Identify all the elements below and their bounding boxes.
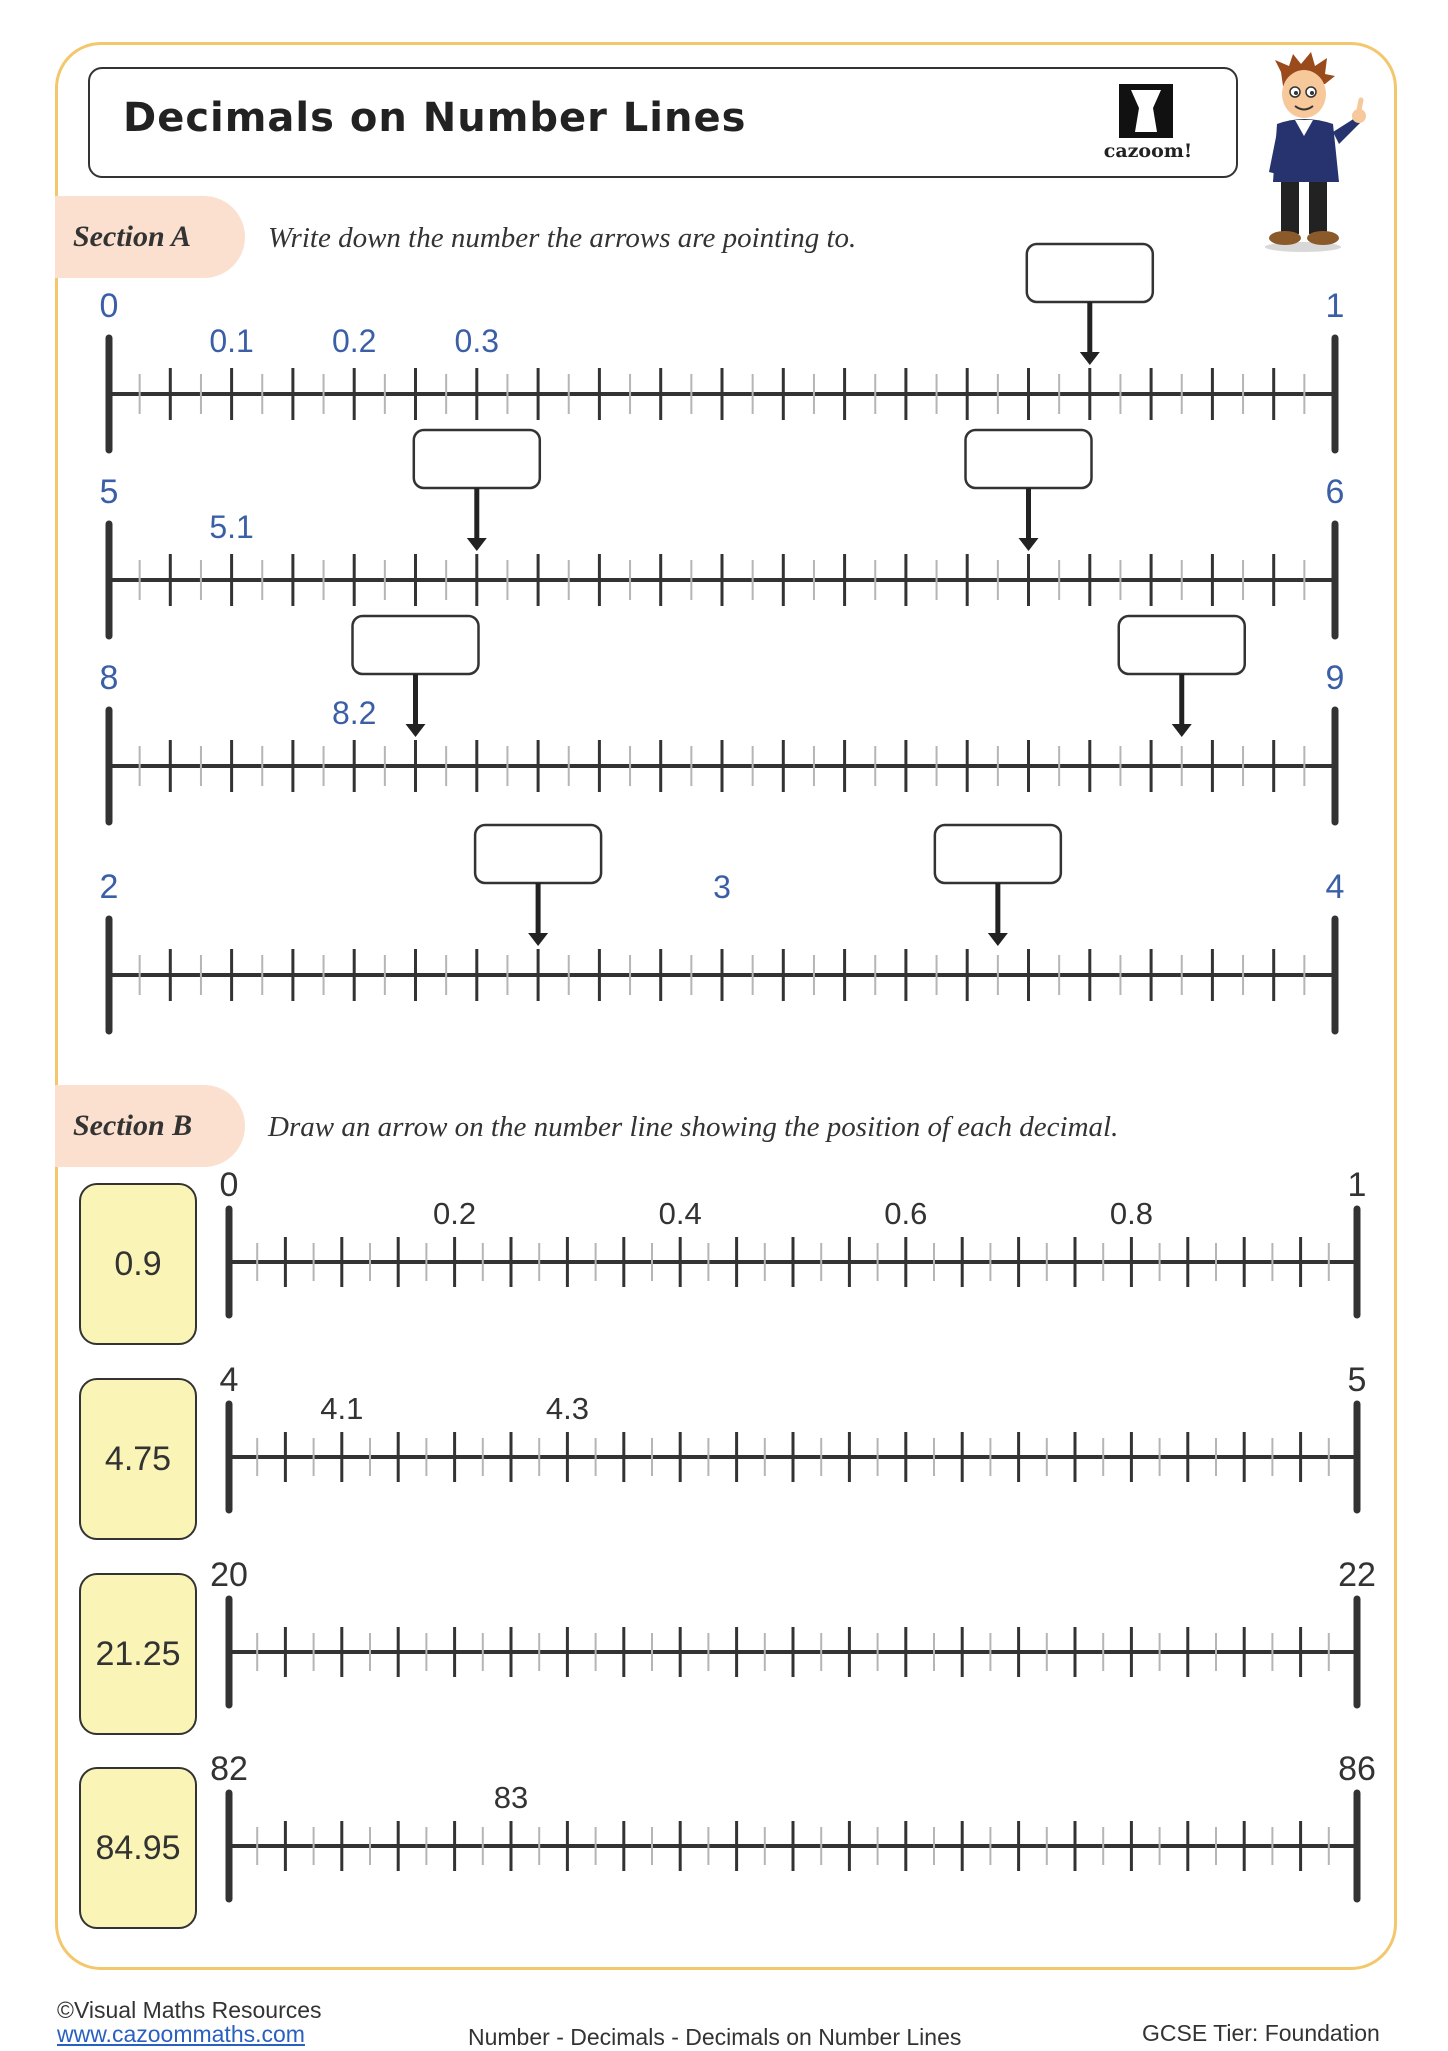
section-a-line-1-start-label: 0 xyxy=(99,287,119,325)
section-a-line-1-end-label: 1 xyxy=(1325,287,1345,325)
decimal-value: 0.9 xyxy=(114,1244,162,1283)
section-a-line-1-tick-label: 0.2 xyxy=(331,323,377,359)
section-a-line-2-answer-box xyxy=(966,430,1092,488)
footer-topic: Number - Decimals - Decimals on Number Lines xyxy=(468,2024,962,2050)
section-a-line-2-group xyxy=(100,430,1345,636)
section-a-line-4-group xyxy=(100,825,1345,1031)
section-b-line-2-start-label: 4 xyxy=(219,1361,239,1399)
footer-tier: GCSE Tier: Foundation xyxy=(1142,2020,1380,2046)
section-b-line-2-group xyxy=(220,1361,1367,1510)
section-a-line-3-answer-box xyxy=(1119,616,1245,674)
section-a-line-3-start-label: 8 xyxy=(99,659,119,697)
section-a-line-3-arrow-icon xyxy=(1172,724,1192,737)
section-a-line-4-end-label: 4 xyxy=(1325,868,1345,906)
section-b-line-4-end-label: 86 xyxy=(1338,1750,1376,1788)
section-a-line-2-arrow-icon xyxy=(467,538,487,551)
section-a-line-4-start-label: 2 xyxy=(99,868,119,906)
section-b-instruction: Draw an arrow on the number line showing the position of each decimal. xyxy=(268,1111,1119,1143)
section-a-label: Section A xyxy=(73,220,192,253)
section-b-line-2-tick-label: 4.1 xyxy=(320,1391,364,1426)
section-b-line-1-end-label: 1 xyxy=(1347,1166,1367,1204)
decimal-value: 21.25 xyxy=(95,1634,181,1673)
section-a-line-3-arrow-icon xyxy=(406,724,426,737)
section-a-line-4-arrow-icon xyxy=(528,933,548,946)
section-a-line-3-end-label: 9 xyxy=(1325,659,1345,697)
section-a-line-2-end-label: 6 xyxy=(1325,473,1345,511)
decimal-value: 84.95 xyxy=(95,1828,181,1867)
section-b-line-3-end-label: 22 xyxy=(1338,1556,1376,1594)
section-b-line-1-group xyxy=(220,1166,1367,1315)
decimal-value: 4.75 xyxy=(104,1439,172,1478)
section-b-line-3-group xyxy=(210,1556,1376,1705)
section-b-line-4-tick-label: 83 xyxy=(493,1780,529,1815)
section-a-line-3-group xyxy=(100,616,1345,822)
section-b-line-2-tick-label: 4.3 xyxy=(545,1391,589,1426)
section-b-line-3-start-label: 20 xyxy=(210,1556,248,1594)
section-b-line-1-tick-label: 0.2 xyxy=(433,1196,477,1231)
section-b-line-1-tick-label: 0.4 xyxy=(658,1196,702,1231)
footer-link[interactable]: www.cazoommaths.com xyxy=(57,2021,305,2047)
section-a-line-1-group xyxy=(100,244,1345,450)
section-a-line-3-answer-box xyxy=(353,616,479,674)
section-a-line-4-tick-label: 3 xyxy=(713,869,731,905)
section-a-line-3-tick-label: 8.2 xyxy=(331,695,377,731)
section-a-line-1-arrow-icon xyxy=(1080,352,1100,365)
section-a-line-2-tick-label: 5.1 xyxy=(209,509,254,545)
section-b-line-1-tick-label: 0.8 xyxy=(1109,1196,1153,1231)
section-a-line-1-tick-label: 0.3 xyxy=(454,323,500,359)
logo-wordmark: cazoom! xyxy=(1103,140,1193,162)
section-a-line-2-answer-box xyxy=(414,430,540,488)
section-b-line-4-group xyxy=(210,1750,1376,1899)
section-a-line-4-arrow-icon xyxy=(988,933,1008,946)
section-b-label: Section B xyxy=(73,1109,193,1142)
section-a-line-4-answer-box xyxy=(935,825,1061,883)
section-b-line-1-start-label: 0 xyxy=(219,1166,239,1204)
section-a-line-1-tick-label: 0.1 xyxy=(209,323,254,359)
section-a-line-1-answer-box xyxy=(1027,244,1153,302)
footer-copyright: ©Visual Maths Resources xyxy=(57,1997,322,2023)
section-b-line-4-start-label: 82 xyxy=(210,1750,248,1788)
section-b-line-2-end-label: 5 xyxy=(1347,1361,1367,1399)
section-a-instruction: Write down the number the arrows are pointing to. xyxy=(268,222,857,254)
section-a-line-4-answer-box xyxy=(475,825,601,883)
section-a-line-2-arrow-icon xyxy=(1019,538,1039,551)
section-b-line-1-tick-label: 0.6 xyxy=(884,1196,928,1231)
page-title: Decimals on Number Lines xyxy=(123,95,747,141)
section-a-line-2-start-label: 5 xyxy=(99,473,119,511)
